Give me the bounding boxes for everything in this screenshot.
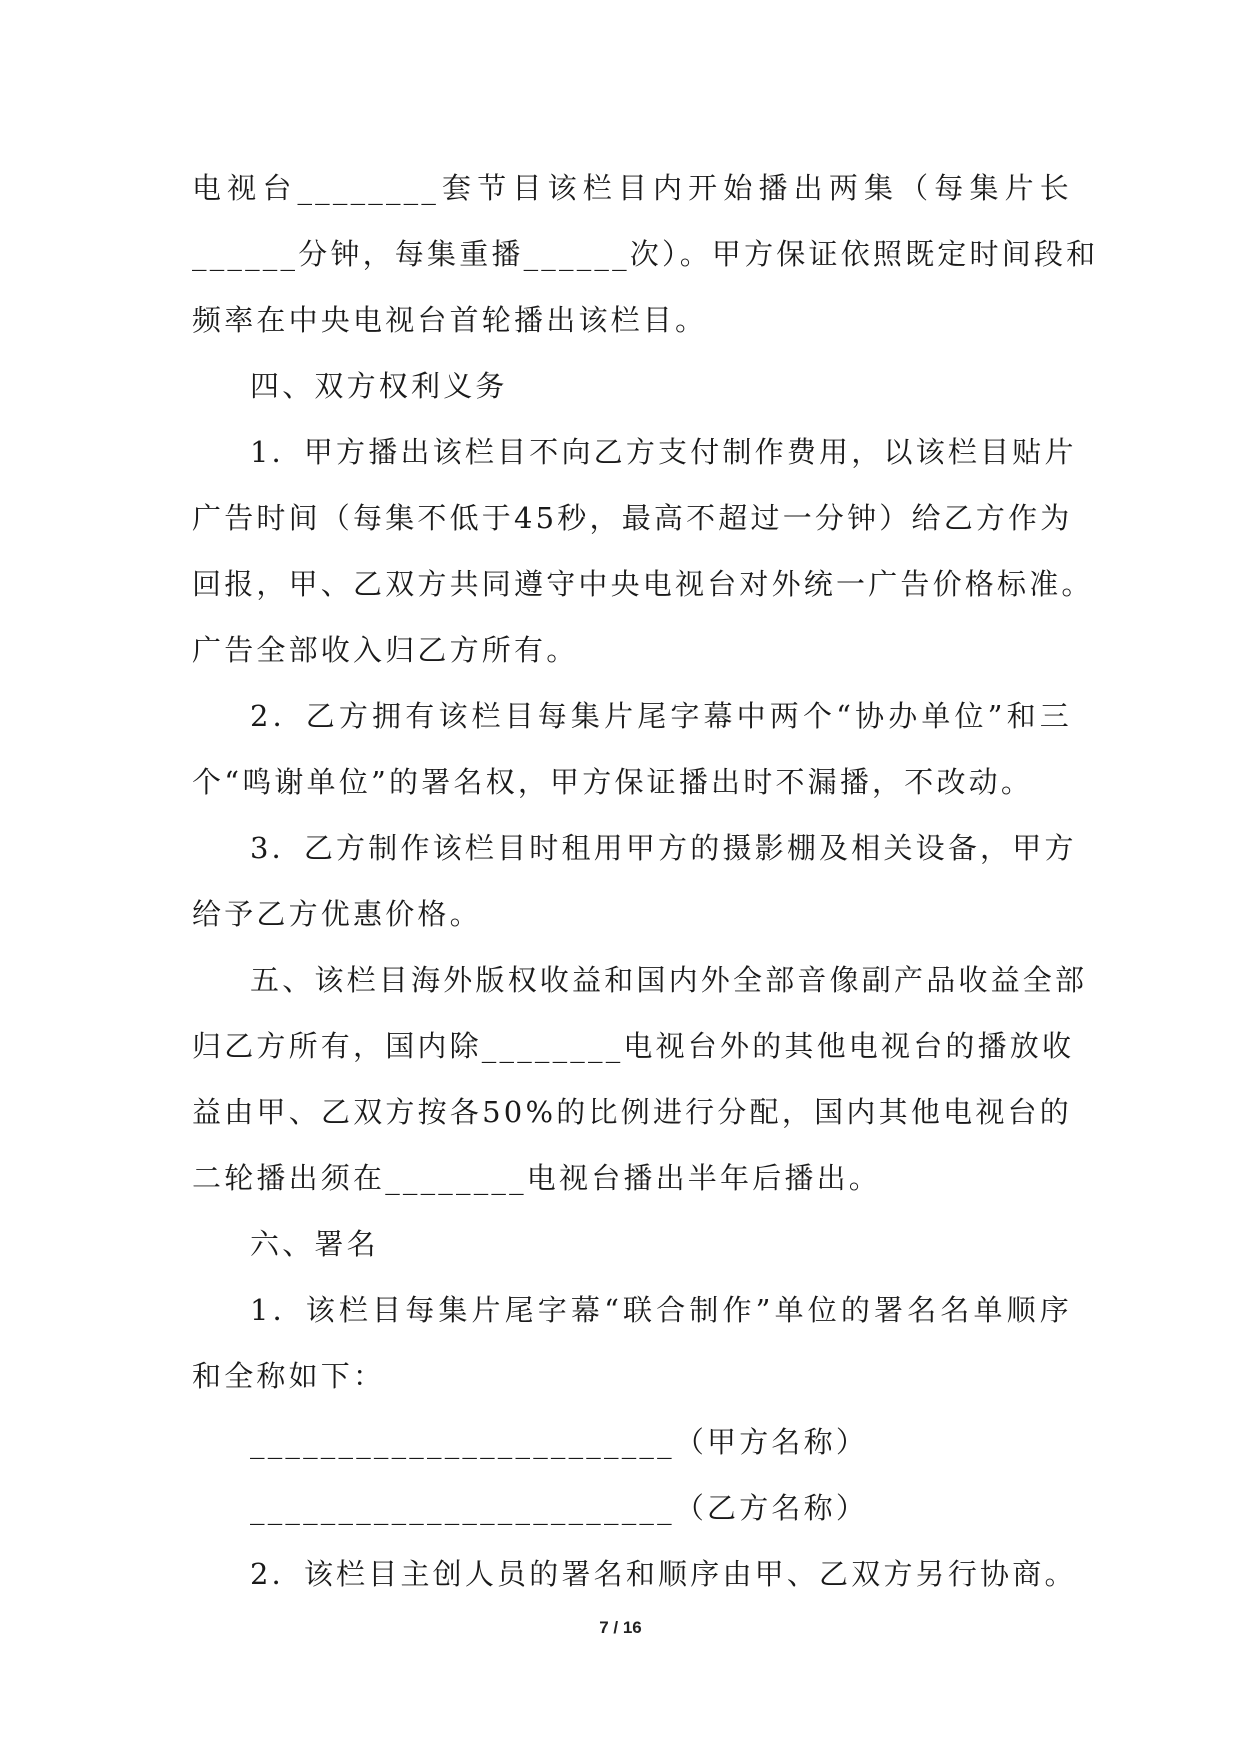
text-line: 2．乙方拥有该栏目每集片尾字幕中两个“协办单位”和三 [250,699,1072,733]
paragraph-lines [192,155,1099,1409]
page-number: 7 / 16 [599,1618,642,1637]
text-line: 广告全部收入归乙方所有。 [192,633,579,667]
text-line: 个“鸣谢单位”的署名权，甲方保证播出时不漏播，不改动。 [192,765,1034,799]
text-line: 电视台________套节目该栏目内开始播出两集（每集片长 [192,171,1072,205]
text-line: 五、该栏目海外版权收益和国内外全部音像副产品收益全部 [250,963,1088,997]
signature-blank: ________________________ [250,1491,675,1525]
text-line: 3．乙方制作该栏目时租用甲方的摄影棚及相关设备，甲方 [250,831,1077,865]
signature-blank: ________________________ [250,1425,675,1459]
signature-line-party-b [192,1475,1072,1541]
text-line: 1．甲方播出该栏目不向乙方支付制作费用，以该栏目贴片 [250,435,1077,469]
text-line: 六、署名 [250,1227,379,1261]
text-line: 归乙方所有，国内除________电视台外的其他电视台的播放收 [192,1029,1075,1063]
text-line: ______分钟，每集重播______次）。甲方保证依照既定时间段和 [192,237,1099,271]
text-line: 2．该栏目主创人员的署名和顺序由甲、乙双方另行协商。 [250,1557,1077,1591]
document-body [192,155,1099,1607]
text-line: 和全称如下： [192,1359,386,1393]
text-line: 广告时间（每集不低于45秒，最高不超过一分钟）给乙方作为 [192,501,1073,535]
text-line: 频率在中央电视台首轮播出该栏目。 [192,303,708,337]
signature-line-party-a [192,1409,1072,1475]
text-line: 益由甲、乙双方按各50%的比例进行分配，国内其他电视台的 [192,1095,1072,1129]
signature-label: （甲方名称） [674,1425,869,1459]
signature-label: （乙方名称） [674,1491,869,1525]
text-line: 回报，甲、乙双方共同遵守中央电视台对外统一广告价格标准。 [192,567,1094,601]
text-line: 给予乙方优惠价格。 [192,897,482,931]
text-line: 1．该栏目每集片尾字幕“联合制作”单位的署名名单顺序 [250,1293,1072,1327]
text-line: 四、双方权利义务 [250,369,508,403]
text-line: 二轮播出须在________电视台播出半年后播出。 [192,1161,882,1195]
